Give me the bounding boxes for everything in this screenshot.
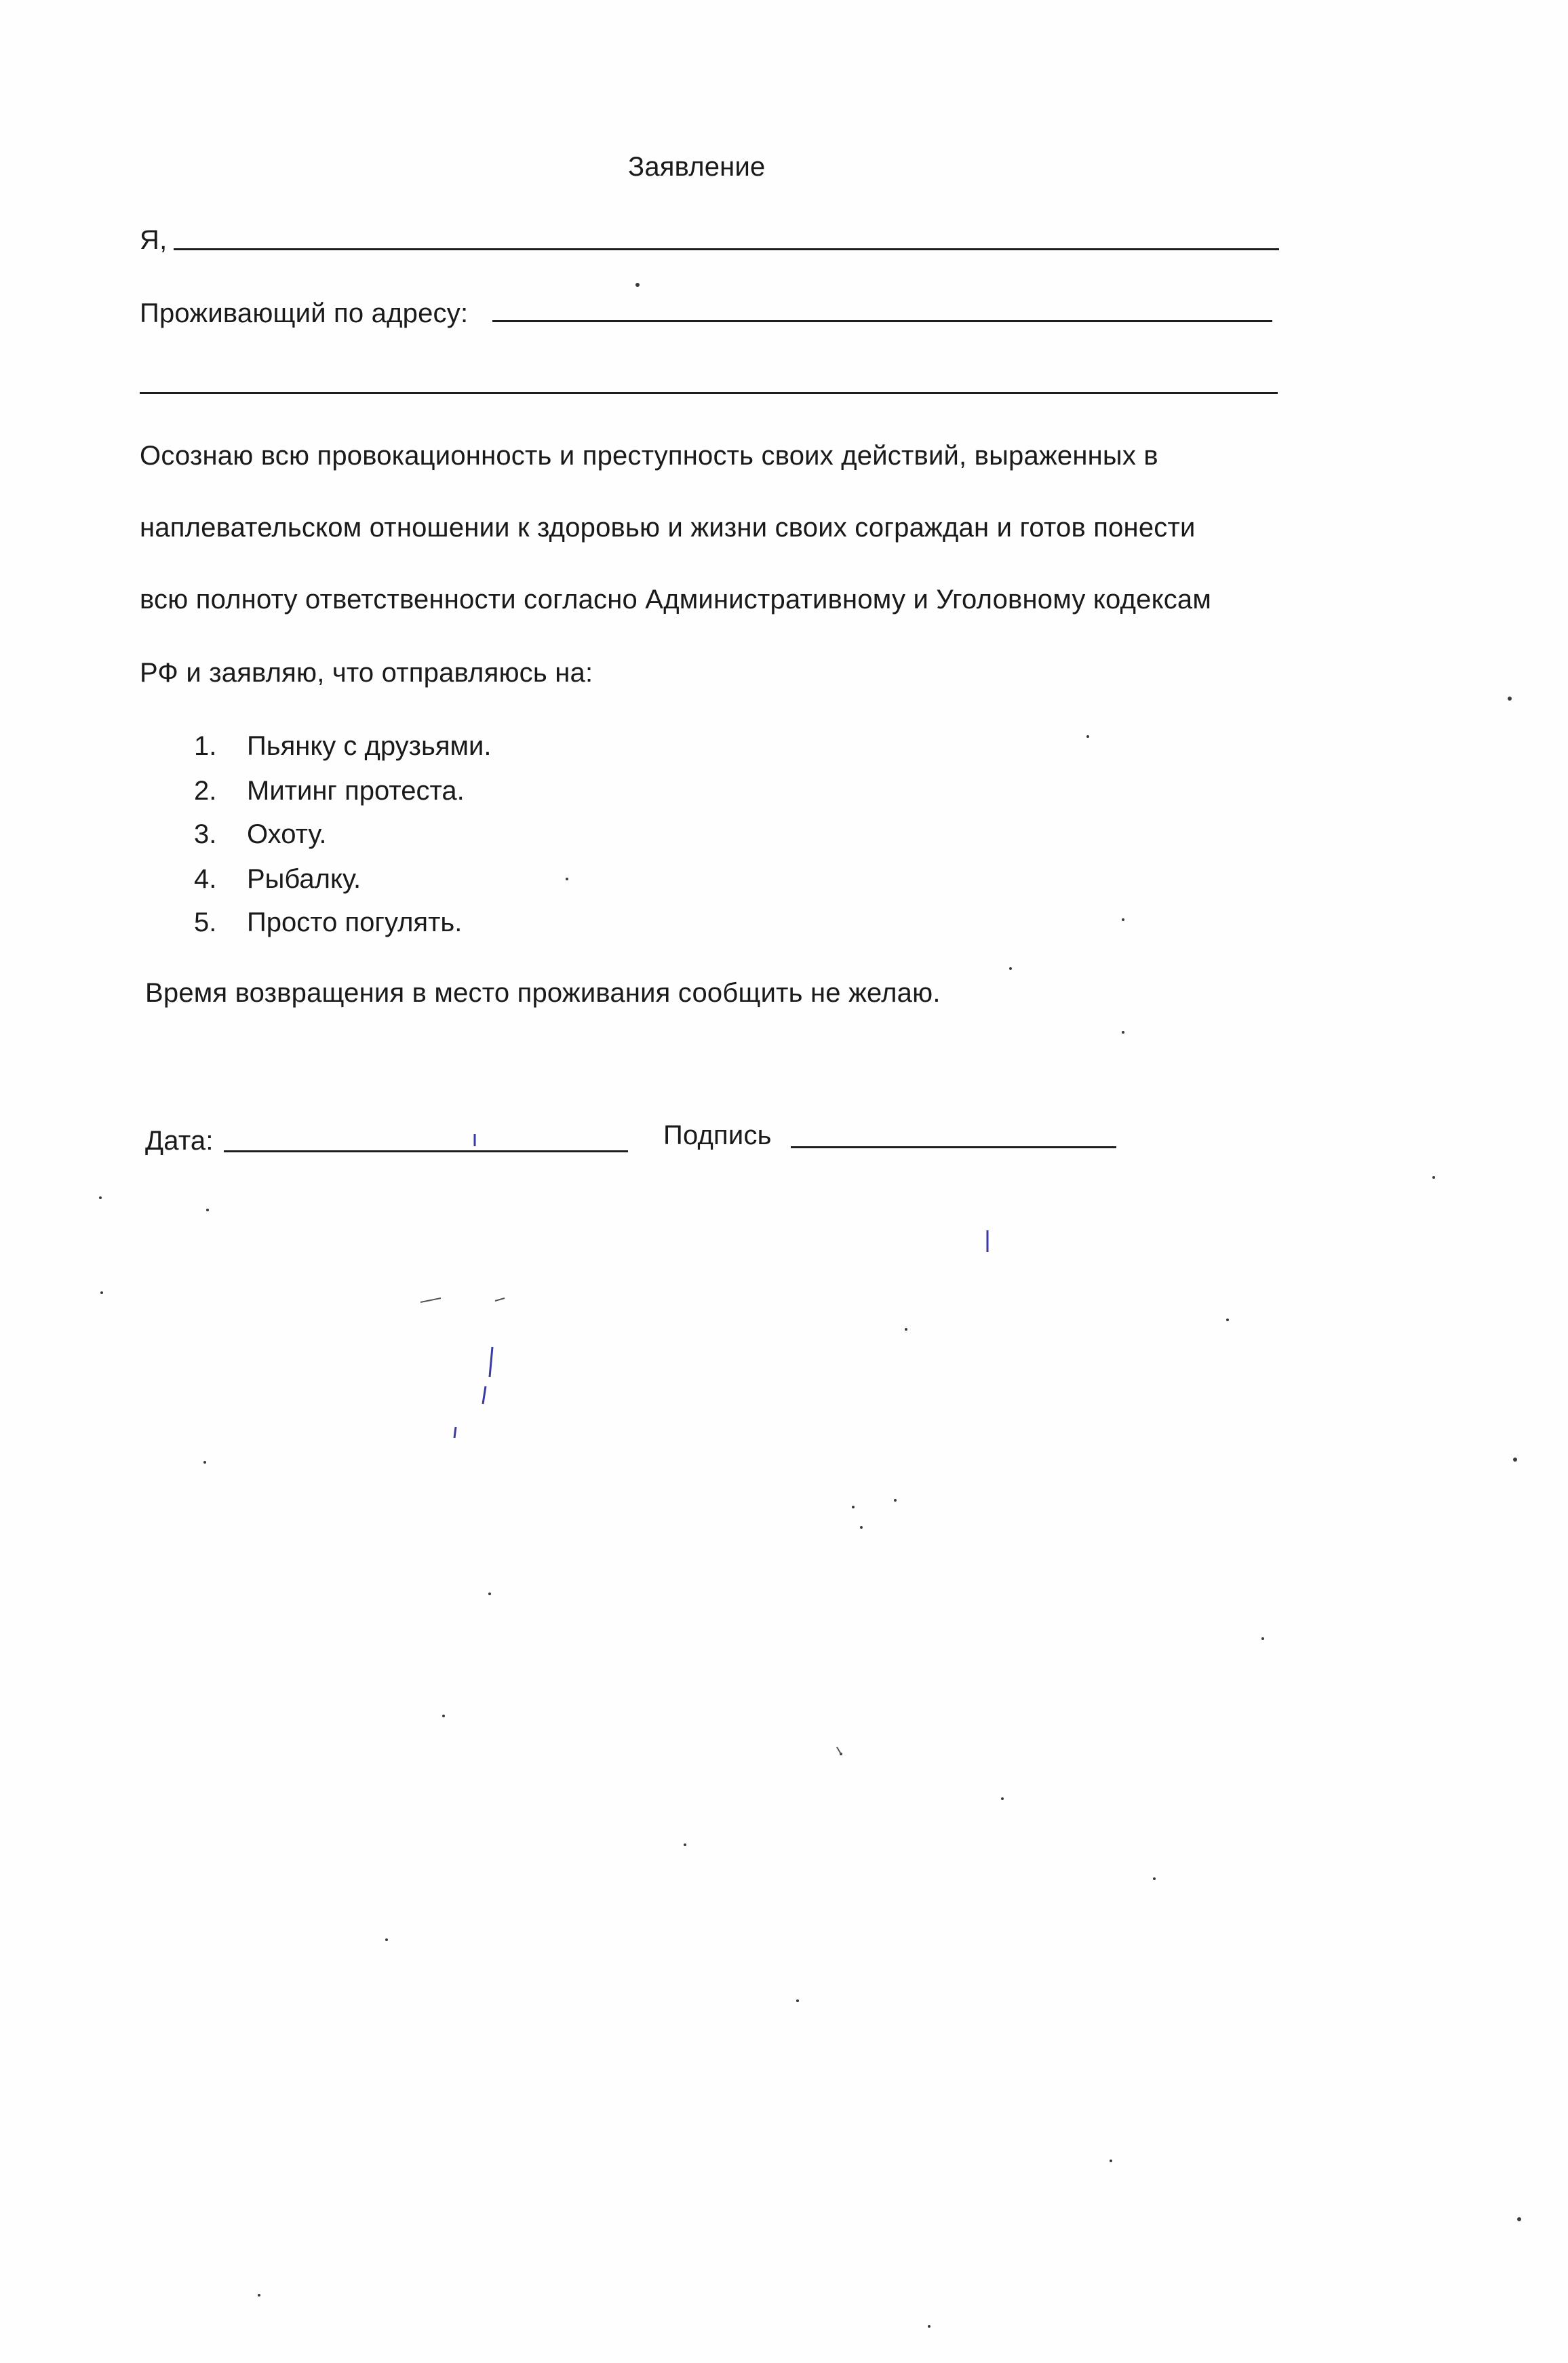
list-item-number: 3.: [194, 819, 217, 849]
list-item-text: Рыбалку.: [247, 864, 361, 894]
address-blank-line: [492, 320, 1272, 322]
name-blank-line: [174, 248, 1279, 250]
closing-statement: Время возвращения в место проживания сообщить не желаю.: [145, 978, 941, 1008]
date-blank-line: [224, 1150, 628, 1152]
list-item-number: 4.: [194, 864, 217, 894]
list-item-text: Охоту.: [247, 819, 327, 849]
date-label: Дата:: [145, 1126, 214, 1156]
address-label: Проживающий по адресу:: [140, 298, 469, 328]
paragraph-line-3: всю полноту ответственности согласно Административному и Уголовному кодексам: [140, 585, 1212, 614]
list-item-number: 2.: [194, 776, 217, 806]
paragraph-line-2: наплевательском отношении к здоровью и жизни своих сограждан и готов понести: [140, 513, 1196, 543]
list-item-text: Пьянку с друзьями.: [247, 731, 492, 761]
document-title: Заявление: [628, 152, 766, 182]
list-item-number: 5.: [194, 907, 217, 937]
list-item-number: 1.: [194, 731, 217, 761]
name-label: Я,: [140, 225, 168, 255]
signature-label: Подпись: [663, 1120, 772, 1150]
signature-blank-line: [791, 1146, 1116, 1148]
paragraph-line-4: РФ и заявляю, что отправляюсь на:: [140, 658, 593, 688]
paragraph-line-1: Осознаю всю провокационность и преступность своих действий, выраженных в: [140, 441, 1158, 471]
list-item-text: Просто погулять.: [247, 907, 463, 937]
address-blank-line-2: [140, 392, 1278, 394]
list-item-text: Митинг протеста.: [247, 776, 465, 806]
